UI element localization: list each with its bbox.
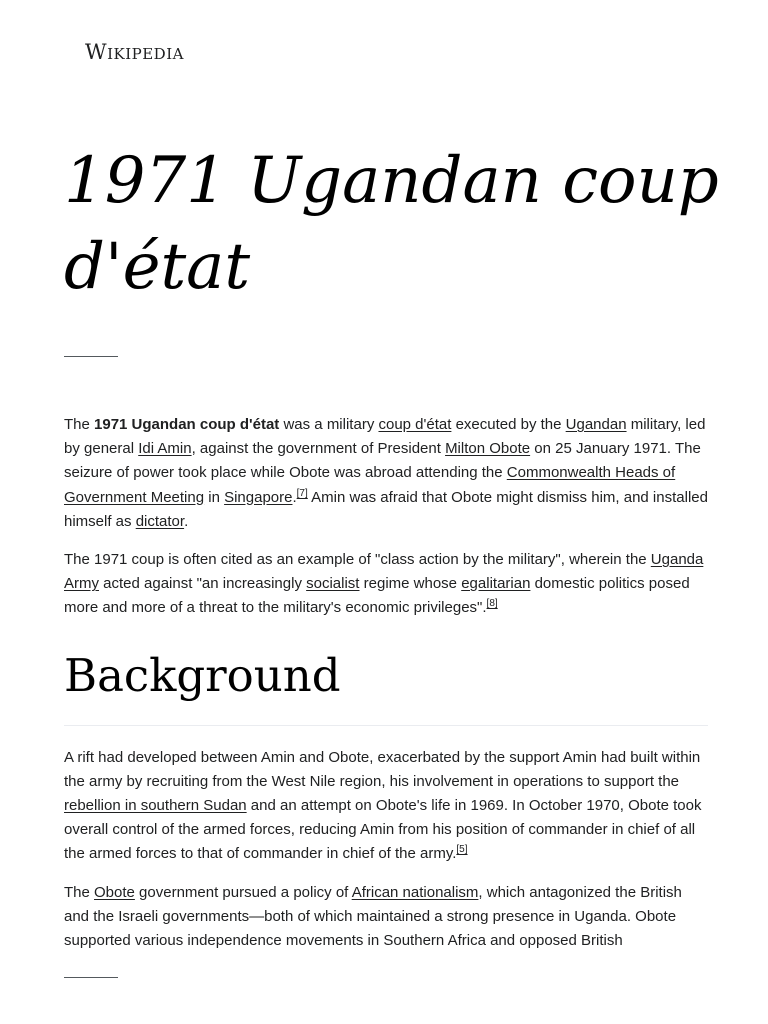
page-title: 1971 Ugandan coup d'état	[64, 144, 719, 304]
link-egalitarian[interactable]: egalitarian	[461, 575, 531, 593]
background-paragraph-2: The Obote government pursued a policy of African nationalism, which antagonized the British and the Israeli governments—both of which maintained a strong presence in Uganda. Obote supported various independence movements in Southern Africa and opposed British	[64, 883, 682, 950]
reference-5	[456, 844, 467, 855]
intro-paragraph-2: The 1971 coup is often cited as an example of "class action by the military", wherein the Uganda Army acted against "an increasingly socialist regime whose egalitarian domestic politics posed more and more of a threat to the military's economic privileges".[8]	[64, 551, 704, 617]
link-commonwealth-meeting[interactable]: Commonwealth Heads of Government Meeting	[64, 464, 676, 506]
wikipedia-logo[interactable]: Wikipedia	[85, 40, 184, 64]
reference-link-5[interactable]: [5]	[456, 844, 468, 856]
reference-8	[487, 598, 498, 609]
link-milton-obote[interactable]: Milton Obote	[445, 440, 531, 458]
link-idi-amin[interactable]: Idi Amin	[138, 440, 192, 458]
link-ugandan[interactable]: Ugandan	[565, 416, 627, 433]
link-dictator[interactable]: dictator	[135, 512, 185, 530]
section-divider	[64, 725, 708, 726]
link-singapore[interactable]: Singapore	[224, 488, 293, 506]
link-african-nationalism[interactable]: African nationalism	[351, 883, 479, 901]
link-uganda-army[interactable]: Uganda Army	[64, 551, 704, 593]
link-socialist[interactable]: socialist	[306, 575, 360, 593]
reference-7	[297, 488, 308, 499]
title-divider	[64, 356, 118, 357]
section-heading-background: Background	[64, 648, 341, 702]
article-content	[64, 413, 708, 967]
bottom-divider	[64, 977, 118, 978]
background-paragraph-1: A rift had developed between Amin and Obote, exacerbated by the support Amin had built within the army by recruiting from the West Nile region, his involvement in operations to support the rebellion in southern Sudan and an attempt on Obote's life in 1969. In October 1970, Obote took overall control of the armed forces, reducing Amin from his position of commander in chief of all the armed forces to that of commander in chief of the army.[5]	[64, 748, 702, 863]
intro-paragraph-1: The 1971 Ugandan coup d'état was a military coup d'état executed by the Ugandan military, led by general Idi Amin, against the government of President Milton Obote on 25 January 1971. The seizure of power took place while Obote was abroad attending the Commonwealth Heads of Government Meeting in Singapore.[7] Amin was afraid that Obote might dismiss him, and installed himself as dictator.	[64, 416, 708, 530]
reference-link-8[interactable]: [8]	[486, 598, 498, 610]
article-subject: 1971 Ugandan coup d'état	[94, 416, 280, 433]
link-obote[interactable]: Obote	[94, 883, 135, 901]
link-coup-detat[interactable]: coup d'état	[378, 416, 452, 433]
link-rebellion-southern-sudan[interactable]: rebellion in southern Sudan	[64, 797, 247, 815]
reference-link-7[interactable]: [7]	[296, 487, 308, 499]
